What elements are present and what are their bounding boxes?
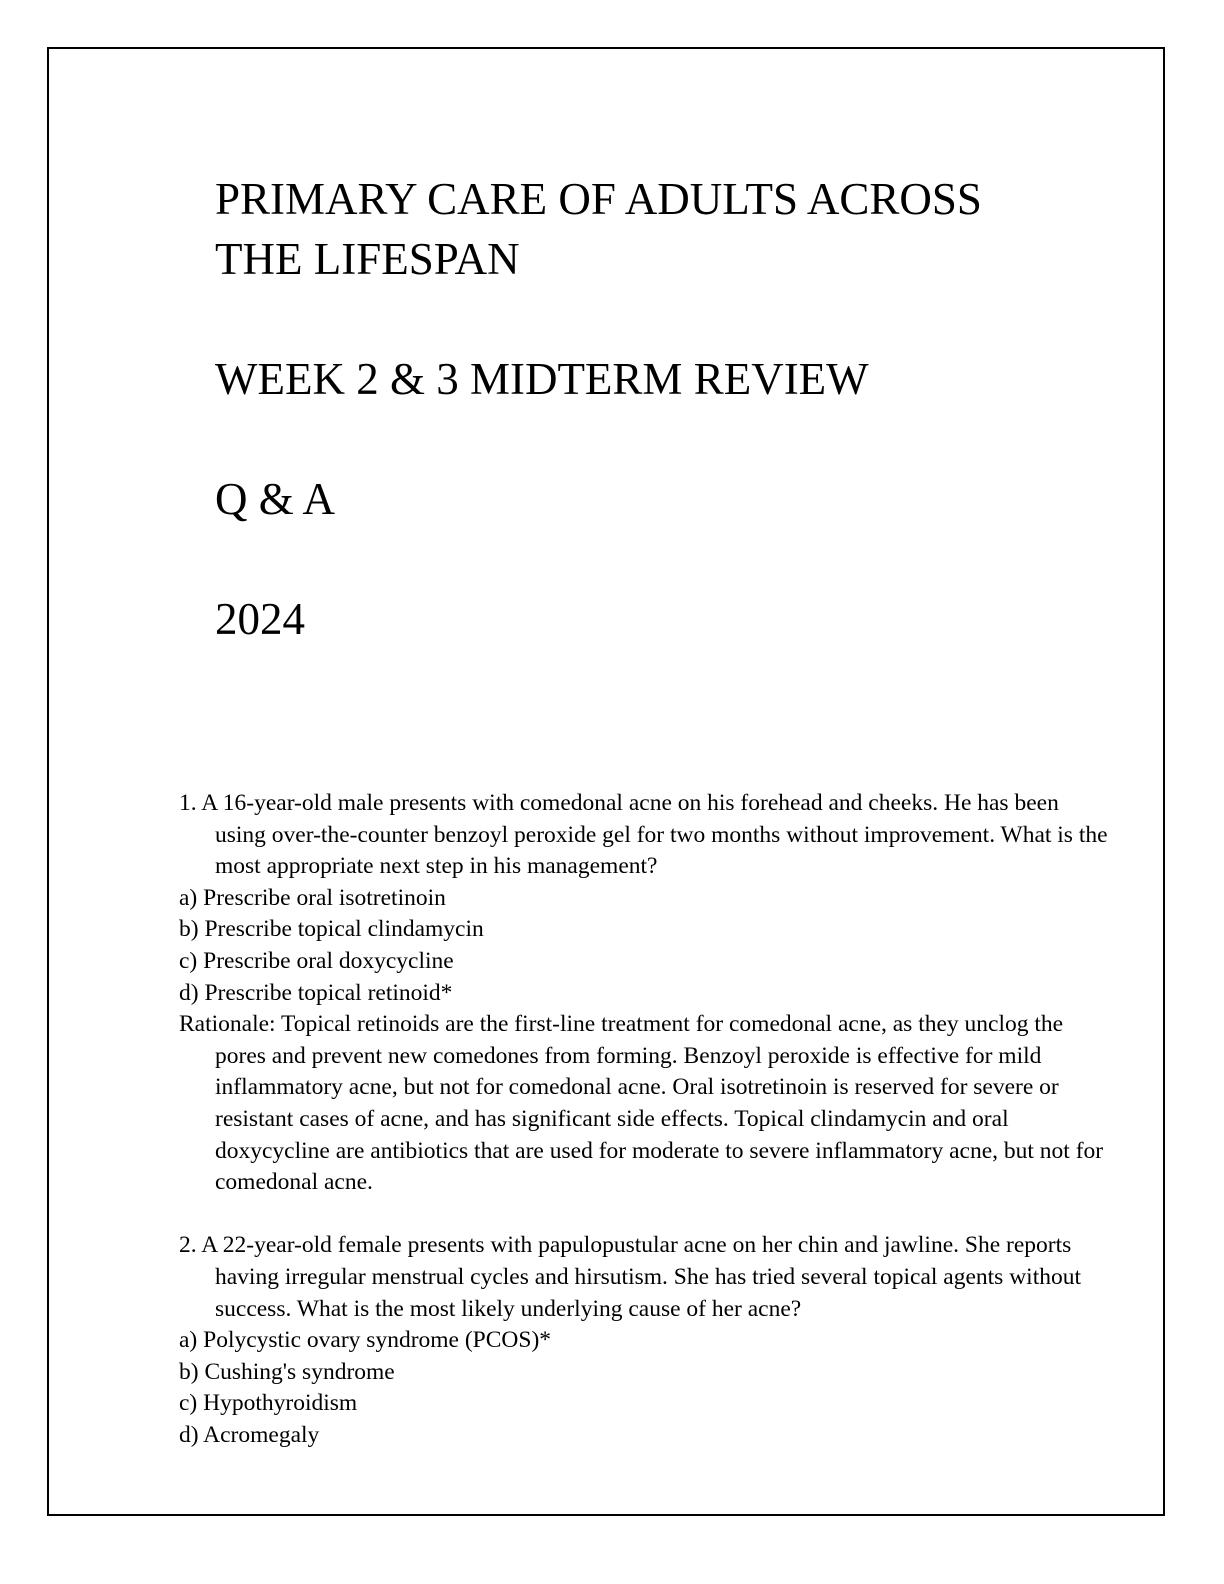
answer-option: c) Hypothyroidism: [179, 1390, 358, 1417]
answer-option: d) Acromegaly: [179, 1421, 320, 1448]
document-subtitle: WEEK 2 & 3 MIDTERM REVIEW: [215, 354, 869, 404]
answer-option: b) Prescribe topical clindamycin: [179, 916, 484, 943]
answer-option: b) Cushing's syndrome: [179, 1358, 395, 1385]
answer-option: a) Prescribe oral isotretinoin: [179, 884, 446, 911]
page-frame: [47, 47, 1165, 1516]
question-block-2: [179, 1230, 1109, 1451]
question-stem: 2. A 22-year-old female presents with papulopustular acne on her chin and jawline. She reports having irregular menstrual cycles and hirsutism. She has tried several topical agents without success. What is the most likely underlying cause of her acne?: [179, 1232, 1082, 1322]
question-stem: 1. A 16-year-old male presents with comedonal acne on his forehead and cheeks. He has been using over-the-counter benzoyl peroxide gel for two months without improvement. What is the most appropriate next step in his management?: [179, 790, 1108, 880]
document-qa-label: Q & A: [215, 474, 336, 524]
document-year: 2024: [215, 594, 305, 644]
question-block-1: [179, 788, 1109, 1199]
answer-option-correct: a) Polycystic ovary syndrome (PCOS)*: [179, 1327, 552, 1354]
answer-option-correct: d) Prescribe topical retinoid*: [179, 979, 453, 1006]
answer-option: c) Prescribe oral doxycycline: [179, 947, 454, 974]
document-title-line-1: PRIMARY CARE OF ADULTS ACROSS: [215, 174, 982, 224]
rationale-text: Rationale: Topical retinoids are the first-line treatment for comedonal acne, as they unclog the pores and prevent new comedones from forming. Benzoyl peroxide is effective for mild inflammatory acne, but not for comedonal acne. Oral isotretinoin is reserved for severe or resistant cases of acne, and has significant side effects. Topical clindamycin and oral doxycycline are antibiotics that are used for moderate to severe inflammatory acne, but not for comedonal acne.: [179, 1011, 1104, 1196]
questions-content: [179, 788, 1109, 1451]
title-block: [215, 169, 1135, 649]
document-title-line-2: THE LIFESPAN: [215, 234, 520, 284]
